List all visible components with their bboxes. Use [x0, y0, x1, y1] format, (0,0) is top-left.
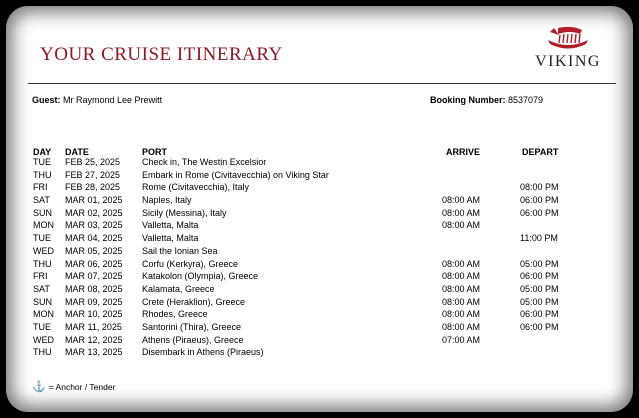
cell-date: MAR 08, 2025	[65, 283, 123, 294]
column-header-depart: DEPART	[522, 147, 559, 157]
guest-label: Guest:	[32, 95, 61, 105]
cell-port: Athens (Piraeus), Greece	[142, 334, 244, 345]
cell-arrive: 08:00 AM	[442, 283, 481, 294]
table-row	[6, 233, 633, 246]
cell-date: MAR 10, 2025	[65, 309, 123, 320]
cell-day: WED	[33, 245, 54, 256]
cell-date: MAR 03, 2025	[65, 220, 123, 231]
table-row	[6, 220, 633, 233]
cell-port: Santorini (Thira), Greece	[142, 321, 242, 332]
cell-day: TUE	[33, 233, 51, 244]
cell-depart: 08:00 PM	[520, 182, 559, 193]
cell-date: MAR 07, 2025	[65, 271, 123, 282]
cell-date: MAR 05, 2025	[65, 245, 123, 256]
table-row	[6, 259, 633, 272]
legend	[32, 380, 115, 393]
cell-day: WED	[33, 334, 54, 345]
cell-depart: 06:00 PM	[520, 195, 559, 206]
cell-day: THU	[33, 258, 52, 269]
cell-port: Valletta, Malta	[142, 220, 199, 231]
cell-day: FRI	[33, 271, 48, 282]
table-row	[6, 182, 633, 195]
column-header-date: DATE	[65, 147, 89, 157]
cell-port: Embark in Rome (Civitavecchia) on Viking Star	[142, 169, 329, 180]
cell-port: Naples, Italy	[142, 195, 192, 206]
cell-depart: 06:00 PM	[520, 309, 559, 320]
cell-date: MAR 09, 2025	[65, 296, 123, 307]
table-row	[6, 284, 633, 297]
itinerary-document	[6, 6, 633, 412]
guest-info	[32, 95, 162, 105]
header-divider	[28, 83, 616, 84]
cell-date: FEB 28, 2025	[65, 182, 121, 193]
cell-day: TUE	[33, 157, 51, 167]
cell-port: Kalamata, Greece	[142, 283, 215, 294]
legend-text: = Anchor / Tender	[48, 382, 116, 392]
cell-port: Rhodes, Greece	[142, 309, 208, 320]
table-row	[6, 297, 633, 310]
cell-date: MAR 01, 2025	[65, 195, 123, 206]
cell-date: FEB 25, 2025	[65, 157, 121, 167]
cell-date: MAR 12, 2025	[65, 334, 123, 345]
cell-arrive: 08:00 AM	[442, 258, 481, 269]
table-row	[6, 157, 633, 170]
cell-arrive: 08:00 AM	[442, 271, 481, 282]
cell-arrive: 08:00 AM	[442, 296, 481, 307]
cell-date: FEB 27, 2025	[65, 169, 121, 180]
cell-arrive: 08:00 AM	[442, 321, 481, 332]
table-row	[6, 309, 633, 322]
cell-arrive: 08:00 AM	[442, 207, 481, 218]
logo-text: VIKING	[535, 53, 601, 70]
viking-logo	[528, 26, 608, 72]
cell-depart: 05:00 PM	[520, 296, 559, 307]
cell-depart: 06:00 PM	[520, 321, 559, 332]
cell-depart: 05:00 PM	[520, 283, 559, 294]
booking-info	[430, 95, 543, 105]
cell-port: Check in, The Westin Excelsior	[142, 157, 267, 167]
cell-port: Disembark in Athens (Piraeus)	[142, 347, 264, 358]
table-row	[6, 195, 633, 208]
cell-port: Valletta, Malta	[142, 233, 199, 244]
cell-day: SUN	[33, 296, 53, 307]
itinerary-table	[6, 157, 633, 360]
table-row	[6, 322, 633, 335]
cell-day: SAT	[33, 195, 50, 206]
cell-arrive: 08:00 AM	[442, 195, 481, 206]
table-row	[6, 170, 633, 183]
table-row	[6, 246, 633, 259]
cell-day: MON	[33, 309, 54, 320]
cell-date: MAR 02, 2025	[65, 207, 123, 218]
cell-depart: 06:00 PM	[520, 271, 559, 282]
cell-date: MAR 11, 2025	[65, 321, 122, 332]
longship-icon	[546, 26, 590, 52]
cell-day: TUE	[33, 321, 51, 332]
cell-date: MAR 13, 2025	[65, 347, 123, 358]
column-header-arrive: ARRIVE	[446, 147, 481, 157]
cell-day: MON	[33, 220, 54, 231]
cell-date: MAR 04, 2025	[65, 233, 123, 244]
cell-arrive: 08:00 AM	[442, 220, 481, 231]
cell-date: MAR 06, 2025	[65, 258, 123, 269]
cell-port: Katakolon (Olympia), Greece	[142, 271, 259, 282]
cell-day: FRI	[33, 182, 48, 193]
cell-day: SUN	[33, 207, 53, 218]
booking-label: Booking Number:	[430, 95, 506, 105]
booking-number: 8537079	[508, 95, 544, 105]
table-row	[6, 271, 633, 284]
cell-port: Sail the Ionian Sea	[142, 245, 218, 256]
cell-arrive: 07:00 AM	[442, 334, 481, 345]
guest-name: Mr Raymond Lee Prewitt	[63, 95, 163, 105]
cell-arrive: 08:00 AM	[442, 309, 481, 320]
anchor-icon: ⚓	[32, 381, 46, 393]
cell-depart: 06:00 PM	[520, 207, 559, 218]
cell-day: THU	[33, 347, 52, 358]
cell-port: Corfu (Kerkyra), Greece	[142, 258, 239, 269]
cell-depart: 11:00 PM	[520, 233, 558, 244]
page-title: YOUR CRUISE ITINERARY	[40, 44, 283, 65]
cell-day: THU	[33, 169, 52, 180]
table-row	[6, 335, 633, 348]
cell-port: Sicily (Messina), Italy	[142, 207, 227, 218]
column-header-port: PORT	[142, 147, 168, 157]
table-row	[6, 347, 633, 360]
table-row	[6, 208, 633, 221]
column-header-day: DAY	[33, 147, 52, 157]
cell-port: Rome (Civitavecchia), Italy	[142, 182, 250, 193]
cell-day: SAT	[33, 283, 50, 294]
cell-port: Crete (Heraklion), Greece	[142, 296, 246, 307]
cell-depart: 05:00 PM	[520, 258, 559, 269]
